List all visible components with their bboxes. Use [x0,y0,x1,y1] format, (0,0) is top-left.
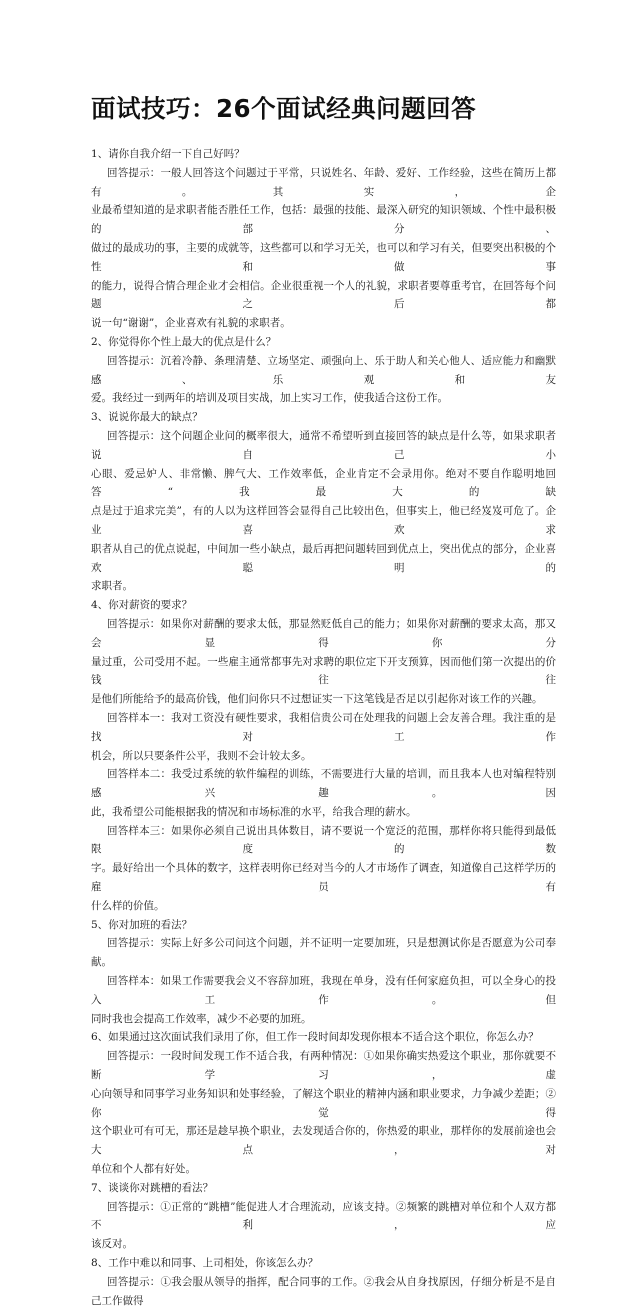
text-line: 回答提示：①正常的“跳槽”能促进人才合理流动，应该支持。②频繁的跳槽对单位和个人双方都不利，应 [91,1200,556,1232]
text-line: 该反对。 [91,1238,133,1251]
answer-paragraph [91,1047,556,1179]
text-line: 回答样本三：如果你必须自己说出具体数目，请不要说一个宽泛的范围，那样你将只能得到最低限度的数 [91,824,556,856]
text-line: 回答提示：这个问题企业问的概率很大，通常不希望听到直接回答的缺点是什么等，如果求职者说自己小 [91,429,556,461]
text-line: 机会，所以只要条件公平，我则不会计较太多。 [91,749,312,762]
text-line: 字。最好给出一个具体的数字，这样表明你已经对当今的人才市场作了调查，知道像自己这样学历的雇员有 [91,862,556,894]
text-line: 回答提示：一般人回答这个问题过于平常，只说姓名、年龄、爱好、工作经验，这些在简历上都有。其实，企 [91,166,556,198]
text-line: 做过的最成功的事，主要的成就等，这些都可以和学习无关，也可以和学习有关，但要突出积极的个性和做事 [91,241,556,273]
text-line: 单位和个人都有好处。 [91,1163,196,1176]
text-line: 什么样的价值。 [91,899,165,912]
text-line: 心眼、爱忌妒人、非常懒、脾气大、工作效率低，企业肯定不会录用你。绝对不要自作聪明地回答“我最大的缺 [91,467,556,499]
text-line: 3、说说你最大的缺点？ [91,411,203,424]
text-line: 回答样本二：我受过系统的软件编程的训练，不需要进行大量的培训，而且我本人也对编程特别感兴趣。因 [91,768,556,800]
question-heading [91,596,556,615]
answer-paragraph [91,164,556,333]
text-line: 这个职业可有可无，那还是趁早换个职业，去发现适合你的，你热爱的职业，那样你的发展前途也会大点，对 [91,1125,556,1157]
text-line: 心向领导和同事学习业务知识和处事经验，了解这个职业的精神内涵和职业要求，力争减少差距；②你觉得 [91,1087,556,1119]
question-heading [91,145,556,164]
answer-paragraph [91,1198,556,1254]
text-line: 8、工作中难以和同事、上司相处，你该怎么办？ [91,1257,319,1270]
question-heading [91,1179,556,1198]
text-line: 1、请你自我介绍一下自己好吗？ [91,148,245,160]
text-line: 爱。我经过一到两年的培训及项目实战，加上实习工作，使我适合这份工作。 [91,392,448,405]
text-line: 业最希望知道的是求职者能否胜任工作，包括：最强的技能、最深入研究的知识领域、个性中最积极的部分、 [91,204,556,236]
page-title: 面试技巧：26个面试经典问题回答 [91,94,477,123]
text-line: 回答提示：如果你对薪酬的要求太低，那显然贬低自己的能力；如果你对薪酬的要求太高，那又会显得你分 [91,617,556,649]
text-line: 回答样本：如果工作需要我会义不容辞加班，我现在单身，没有任何家庭负担，可以全身心的投入工作。但 [91,975,556,1006]
question-heading [91,916,556,935]
question-heading [91,333,556,352]
text-line: 4、你对薪资的要求？ [91,599,193,612]
question-heading [91,1254,556,1273]
document-body [91,145,556,1310]
text-line: 5、你对加班的看法？ [91,918,193,931]
text-line: 回答提示：沉着冷静、条理清楚、立场坚定、顽强向上、乐于助人和关心他人、适应能力和幽默感、乐观和友 [91,354,556,386]
text-line: 回答提示：实际上好多公司问这个问题，并不证明一定要加班，只是想测试你是否愿意为公司奉献。 [91,937,556,969]
answer-paragraph [91,615,556,709]
answer-paragraph [91,709,556,765]
text-line: 点是过于追求完美”，有的人以为这样回答会显得自己比较出色，但事实上，他已经岌岌可危了。企业喜欢求 [91,505,556,536]
text-line: 回答提示：一段时间发现工作不适合我，有两种情况：①如果你确实热爱这个职业，那你就要不断学习，虚 [91,1050,556,1082]
text-line: 7、谈谈你对跳槽的看法？ [91,1181,214,1194]
answer-paragraph [91,427,556,596]
text-line: 2、你觉得你个性上最大的优点是什么？ [91,335,277,348]
answer-paragraph [91,822,556,916]
text-line: 职者从自己的优点说起，中间加一些小缺点，最后再把问题转回到优点上，突出优点的部分，企业喜欢聪明的 [91,542,556,574]
text-line: 回答样本一：我对工资没有硬性要求，我相信贵公司在处理我的问题上会友善合理。我注重的是找对工作 [91,711,556,743]
text-line: 是他们所能给予的最高价钱，他们问你只不过想证实一下这笔钱是否足以引起你对该工作的兴趣。 [91,693,543,706]
text-line: 此，我希望公司能根据我的情况和市场标准的水平，给我合理的薪水。 [91,805,417,818]
question-heading [91,1028,556,1047]
question-heading [91,408,556,427]
text-line: 量过重，公司受用不起。一些雇主通常都事先对求聘的职位定下开支预算，因而他们第一次提出的价钱往往 [91,655,556,687]
text-line: 回答提示：①我会服从领导的指挥，配合同事的工作。②我会从自身找原因，仔细分析是不是自己工作做得 [91,1275,556,1307]
text-line: 同时我也会提高工作效率，减少不必要的加班。 [91,1012,312,1025]
answer-paragraph [91,972,556,1028]
answer-paragraph [91,765,556,821]
answer-paragraph [91,352,556,408]
answer-paragraph [91,934,556,972]
text-line: 求职者。 [91,580,133,593]
text-line: 6、如果通过这次面试我们录用了你，但工作一段时间却发现你根本不适合这个职位，你怎么办？ [91,1031,539,1044]
text-line: 说一句“谢谢”，企业喜欢有礼貌的求职者。 [91,317,291,330]
text-line: 的能力，说得合情合理企业才会相信。企业很重视一个人的礼貌，求职者要尊重考官，在回答每个问题之后都 [91,279,556,311]
answer-paragraph [91,1273,556,1310]
